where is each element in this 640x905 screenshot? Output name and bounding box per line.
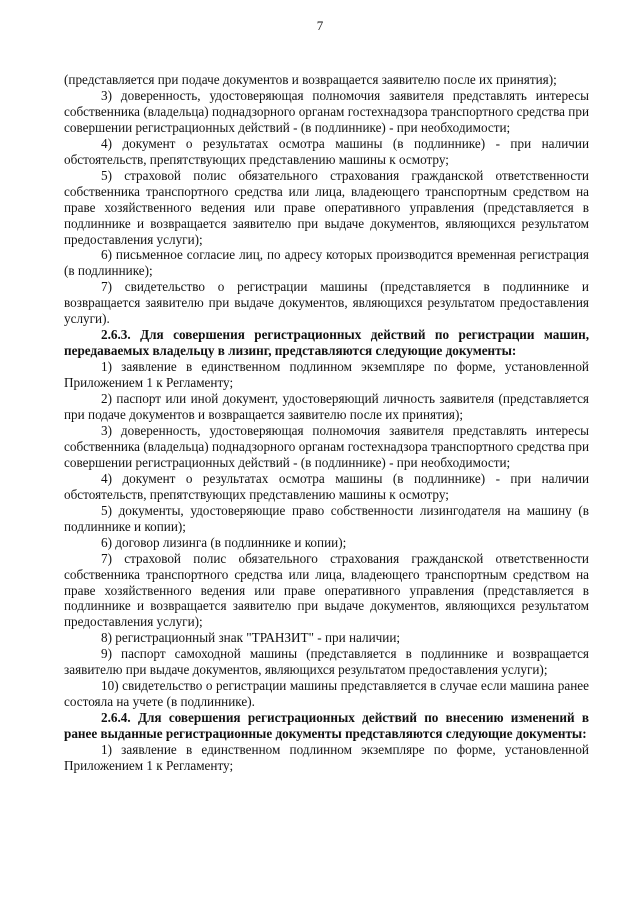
body-paragraph: 9) паспорт самоходной машины (представляется в подлиннике и возвращается заявителю при выдаче документов, являющихся результатом предоставления услуги); xyxy=(64,646,589,678)
document-body xyxy=(64,72,589,774)
body-paragraph: 10) свидетельство о регистрации машины представляется в случае если машина ранее состояла на учете (в подлиннике). xyxy=(64,678,589,710)
body-paragraph: (представляется при подаче документов и возвращается заявителю после их принятия); xyxy=(64,72,557,87)
body-paragraph: 7) страховой полис обязательного страхования гражданской ответственности собственника транспортного средства или лица, владеющего транспортным средством на праве хозяйственного ведения или праве оперативного управления (представляется в подлиннике и возвращается заявителю при выдаче документов, являющихся результатом предоставления услуги); xyxy=(64,550,589,630)
body-paragraph: 1) заявление в единственном подлинном экземпляре по форме, установленной Приложением 1 к Регламенту; xyxy=(64,359,589,391)
body-paragraph: 3) доверенность, удостоверяющая полномочия заявителя представлять интересы собственника (владельца) поднадзорного органам гостехнадзора транспортного средства при совершении регистрационных действий - (в подлиннике) - при необходимости; xyxy=(64,87,589,135)
body-paragraph: 3) доверенность, удостоверяющая полномочия заявителя представлять интересы собственника (владельца) поднадзорного органам гостехнадзора транспортного средства при совершении регистрационных действий - (в подлиннике) - при необходимости; xyxy=(64,422,589,470)
body-paragraph: 5) страховой полис обязательного страхования гражданской ответственности собственника транспортного средства или лица, владеющего транспортным средством на праве хозяйственного ведения или праве оперативного управления (представляется в подлиннике и возвращается заявителю при выдаче документов, являющихся результатом предоставления услуги); xyxy=(64,167,589,247)
body-paragraph: 5) документы, удостоверяющие право собственности лизингодателя на машину (в подлиннике и копии); xyxy=(64,502,589,534)
body-paragraph: 6) договор лизинга (в подлиннике и копии); xyxy=(101,534,347,550)
body-paragraph: 4) документ о результатах осмотра машины (в подлиннике) - при наличии обстоятельств, препятствующих представлению машины к осмотру; xyxy=(64,135,589,167)
body-paragraph: 1) заявление в единственном подлинном экземпляре по форме, установленной Приложением 1 к Регламенту; xyxy=(64,742,589,773)
body-paragraph: 7) свидетельство о регистрации машины (представляется в подлиннике и возвращается заявителю при выдаче документов, являющихся результатом предоставления услуги). xyxy=(64,279,589,327)
section-heading: 2.6.3. Для совершения регистрационных действий по регистрации машин, передаваемых владельцу в лизинг, представляются следующие документы: xyxy=(64,327,589,359)
page-number: 7 xyxy=(316,18,324,33)
body-paragraph: 4) документ о результатах осмотра машины (в подлиннике) - при наличии обстоятельств, препятствующих представлению машины к осмотру; xyxy=(64,470,589,502)
body-paragraph: 2) паспорт или иной документ, удостоверяющий личность заявителя (представляется при подаче документов и возвращается заявителю после их принятия); xyxy=(64,391,589,423)
body-paragraph: 8) регистрационный знак "ТРАНЗИТ" - при наличии; xyxy=(101,630,401,646)
section-heading: 2.6.4. Для совершения регистрационных действий по внесению изменений в ранее выданные регистрационные документы представляются следующие документы: xyxy=(64,710,589,742)
body-paragraph: 6) письменное согласие лиц, по адресу которых производится временная регистрация (в подлиннике); xyxy=(64,247,589,279)
